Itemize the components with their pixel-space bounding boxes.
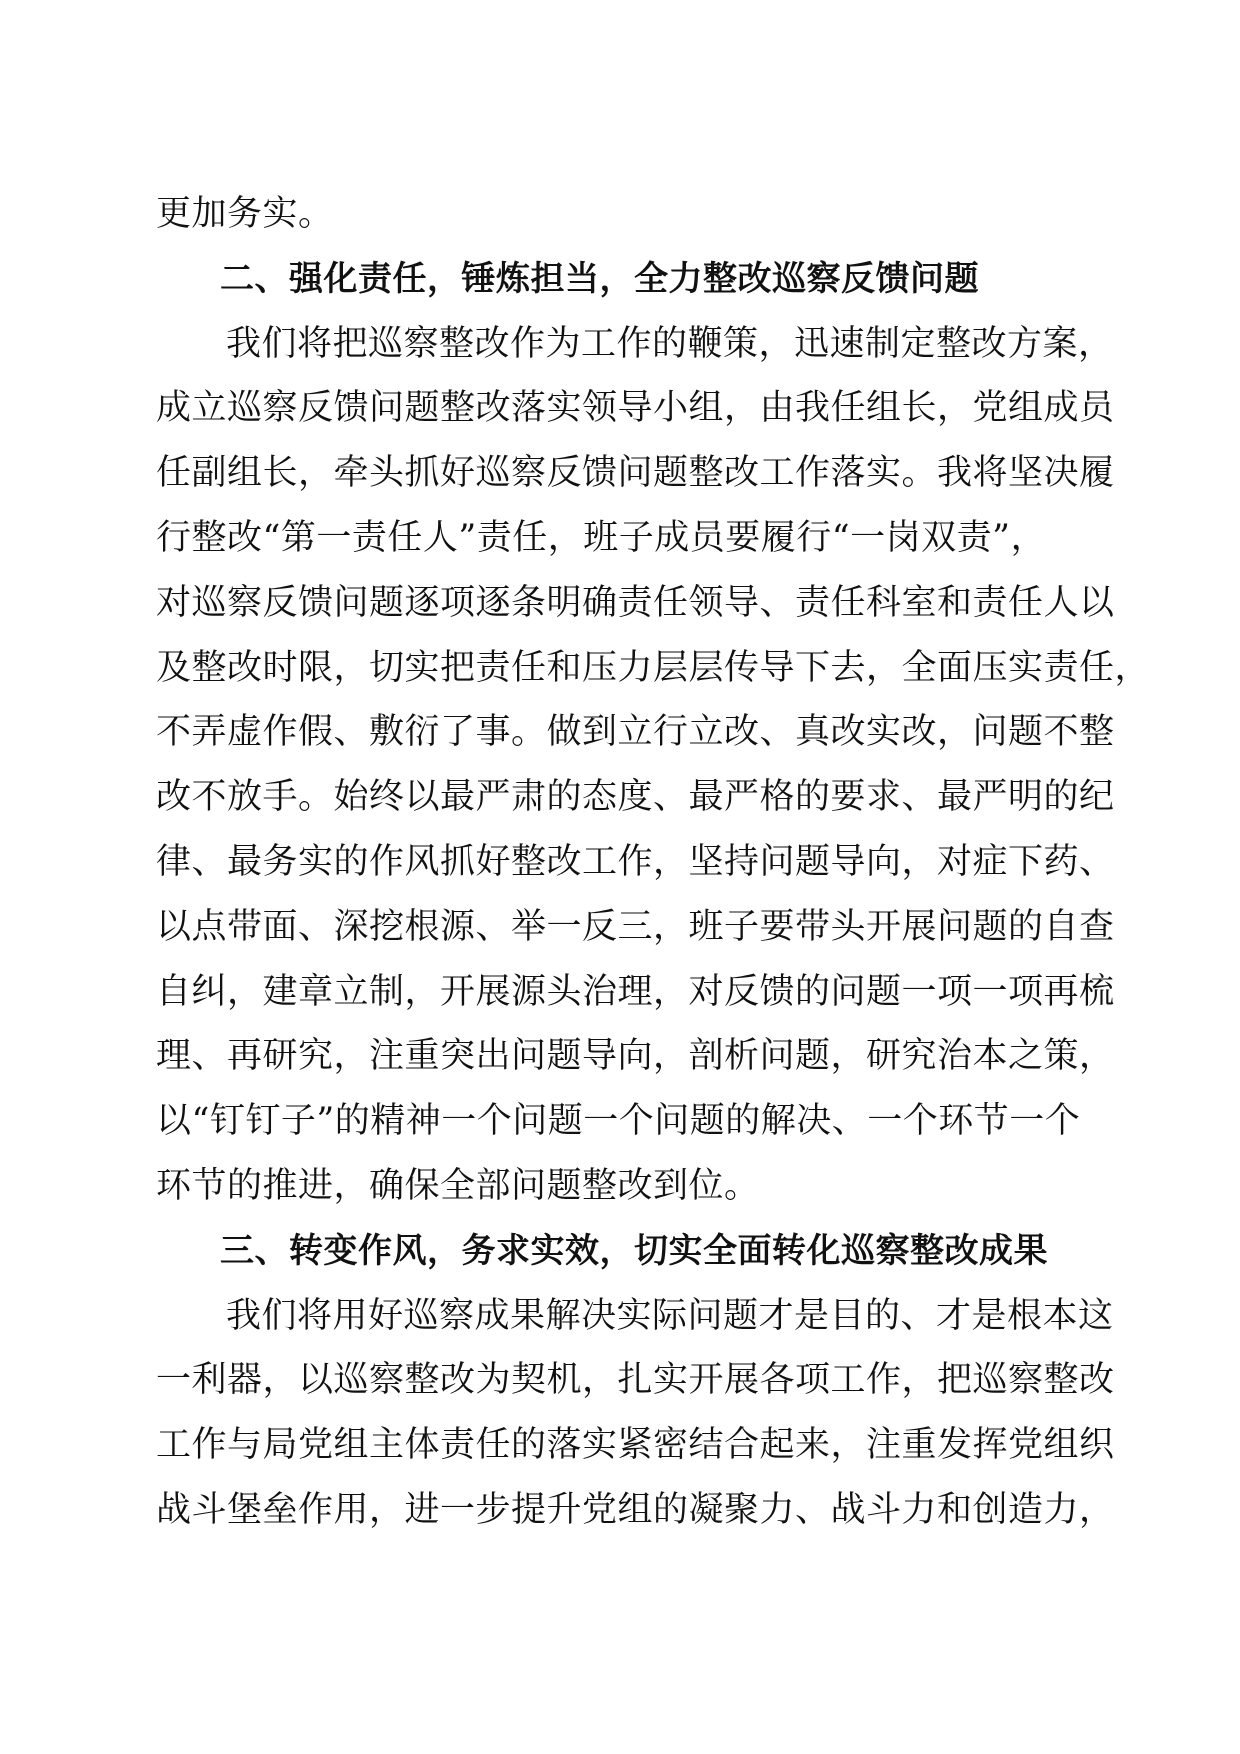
paragraph-line: 成立巡察反馈问题整改落实领导小组，由我任组长，党组成员	[156, 388, 1115, 429]
paragraph-line: 改不放手。始终以最严肃的态度、最严格的要求、最严明的纪	[156, 777, 1115, 818]
paragraph-line: 理、再研究，注重突出问题导向，剖析问题，研究治本之策，	[156, 1036, 1115, 1077]
paragraph-line: 任副组长，牵头抓好巡察反馈问题整改工作落实。我将坚决履	[156, 453, 1115, 494]
paragraph-line: 我们将把巡察整改作为工作的鞭策，迅速制定整改方案，	[226, 323, 1114, 364]
section-heading-3: 三、转变作风，务求实效，切实全面转化巡察整改成果	[220, 1230, 1048, 1271]
paragraph-line: 工作与局党组主体责任的落实紧密结合起来，注重发挥党组织	[156, 1425, 1115, 1466]
paragraph-line: 自纠，建章立制，开展源头治理，对反馈的问题一项一项再梳	[156, 971, 1115, 1012]
document-body	[156, 182, 1151, 1543]
section-heading-2: 二、强化责任，锤炼担当，全力整改巡察反馈问题	[220, 258, 979, 299]
paragraph-line: 律、最务实的作风抓好整改工作，坚持问题导向，对症下药、	[156, 841, 1115, 882]
paragraph-line: 不弄虚作假、敷衍了事。做到立行立改、真改实改，问题不整	[156, 712, 1115, 753]
paragraph-line: 以“钉钉子”的精神一个问题一个问题的解决、一个环节一个	[156, 1101, 1081, 1142]
paragraph-line: 战斗堡垒作用，进一步提升党组的凝聚力、战斗力和创造力，	[156, 1489, 1115, 1530]
paragraph-line: 及整改时限，切实把责任和压力层层传导下去，全面压实责任，	[156, 647, 1151, 688]
paragraph-line: 行整改“第一责任人”责任，班子成员要履行“一岗双责”，	[156, 517, 1047, 558]
paragraph-line: 我们将用好巡察成果解决实际问题才是目的、才是根本这	[226, 1295, 1114, 1336]
paragraph-line: 更加务实。	[156, 194, 334, 234]
paragraph-line: 以点带面、深挖根源、举一反三，班子要带头开展问题的自查	[156, 906, 1115, 947]
paragraph-line: 对巡察反馈问题逐项逐条明确责任领导、责任科室和责任人以	[156, 582, 1115, 623]
paragraph-line: 环节的推进，确保全部问题整改到位。	[156, 1165, 760, 1206]
paragraph-line: 一利器，以巡察整改为契机，扎实开展各项工作，把巡察整改	[156, 1360, 1115, 1401]
